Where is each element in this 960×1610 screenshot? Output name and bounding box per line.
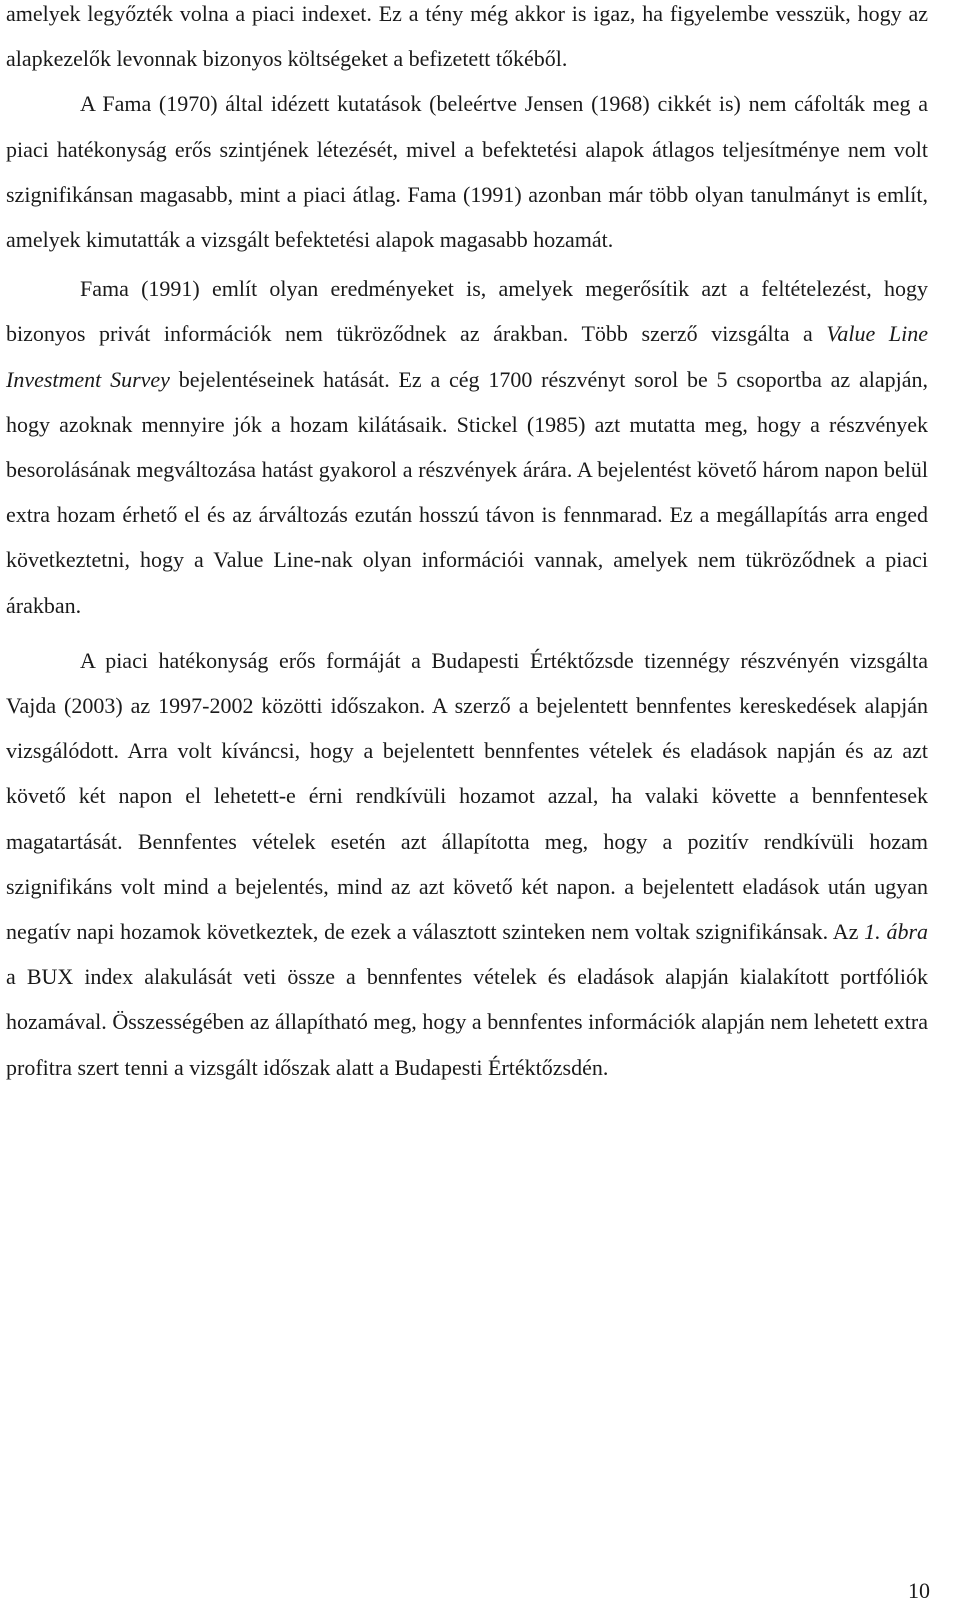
paragraph-2-text: A Fama (1970) által idézett kutatások (beleértve Jensen (1968) cikkét is) nem cáfolták meg a piaci hatékonyság erős szintjének létezését, mivel a befektetési alapok átlagos teljesítménye nem volt szignifikánsan magasabb, mint a piaci átlag. Fama (1991) azonban már több olyan tanulmányt is említ, amelyek kimutatták a vizsgált befektetési alapok magasabb hozamát. bbox=[6, 91, 928, 253]
paragraph-4-figure-ref: 1. ábra bbox=[864, 919, 929, 945]
document-body bbox=[6, 0, 928, 1090]
paragraph-2 bbox=[6, 81, 928, 262]
paragraph-3-italic-title: Value Line Investment Survey bbox=[6, 321, 928, 392]
paragraph-4-text-b: a BUX index alakulását veti össze a bennfentes vételek és eladások alapján kialakított portfóliók hozamával. Összességében az állapítható meg, hogy a bennfentes információk alapján nem lehetett extra profitra szert tenni a vizsgált időszak alatt a Budapesti Értéktőzsdén. bbox=[6, 964, 928, 1080]
page-number: 10 bbox=[908, 1578, 930, 1603]
paragraph-3-text-a: Fama (1991) említ olyan eredményeket is, amelyek megerősítik azt a feltételezést, hogy bizonyos privát információk nem tükröződnek az árakban. Több szerző vizsgálta a bbox=[6, 276, 928, 347]
paragraph-4-text-a: A piaci hatékonyság erős formáját a Budapesti Értéktőzsde tizennégy részvényén vizsgálta Vajda (2003) az 1997-2002 közötti időszakon. A szerző a bejelentett bennfentes kereskedések alapján vizsgálódott. Arra volt kíváncsi, hogy a bejelentett bennfentes vételek és eladások napján és az azt követő két napon el lehetett-e érni rendkívüli hozamot azzal, ha valaki követte a bennfentesek magatartását. Bennfentes vételek esetén azt állapította meg, hogy a pozitív rendkívüli hozam szignifikáns volt mind a bejelentés, mind az azt követő két napon. a bejelentett eladások után ugyan negatív napi hozamok következtek, de ezek a választott szinteken nem voltak szignifikánsak. Az bbox=[6, 647, 928, 945]
paragraph-1 bbox=[6, 0, 928, 81]
paragraph-1-text: amelyek legyőzték volna a piaci indexet. Ez a tény még akkor is igaz, ha figyelembe vesszük, hogy az alapkezelők levonnak bizonyos költségeket a befizetett tőkéből. bbox=[6, 1, 928, 72]
paragraph-4 bbox=[6, 638, 928, 1090]
paragraph-3-text-b: bejelentéseinek hatását. Ez a cég 1700 részvényt sorol be 5 csoportba az alapján, hogy azoknak mennyire jók a hozam kilátásaik. Stickel (1985) azt mutatta meg, hogy a részvények besorolásának megváltozása hatást gyakorol a részvények árára. A bejelentést követő három napon belül extra hozam érhető el és az árváltozás ezután hosszú távon is fennmarad. Ez a megállapítás arra enged következtetni, hogy a Value Line-nak olyan információi vannak, amelyek nem tükröződnek a piaci árakban. bbox=[6, 366, 928, 618]
paragraph-3 bbox=[6, 266, 928, 628]
